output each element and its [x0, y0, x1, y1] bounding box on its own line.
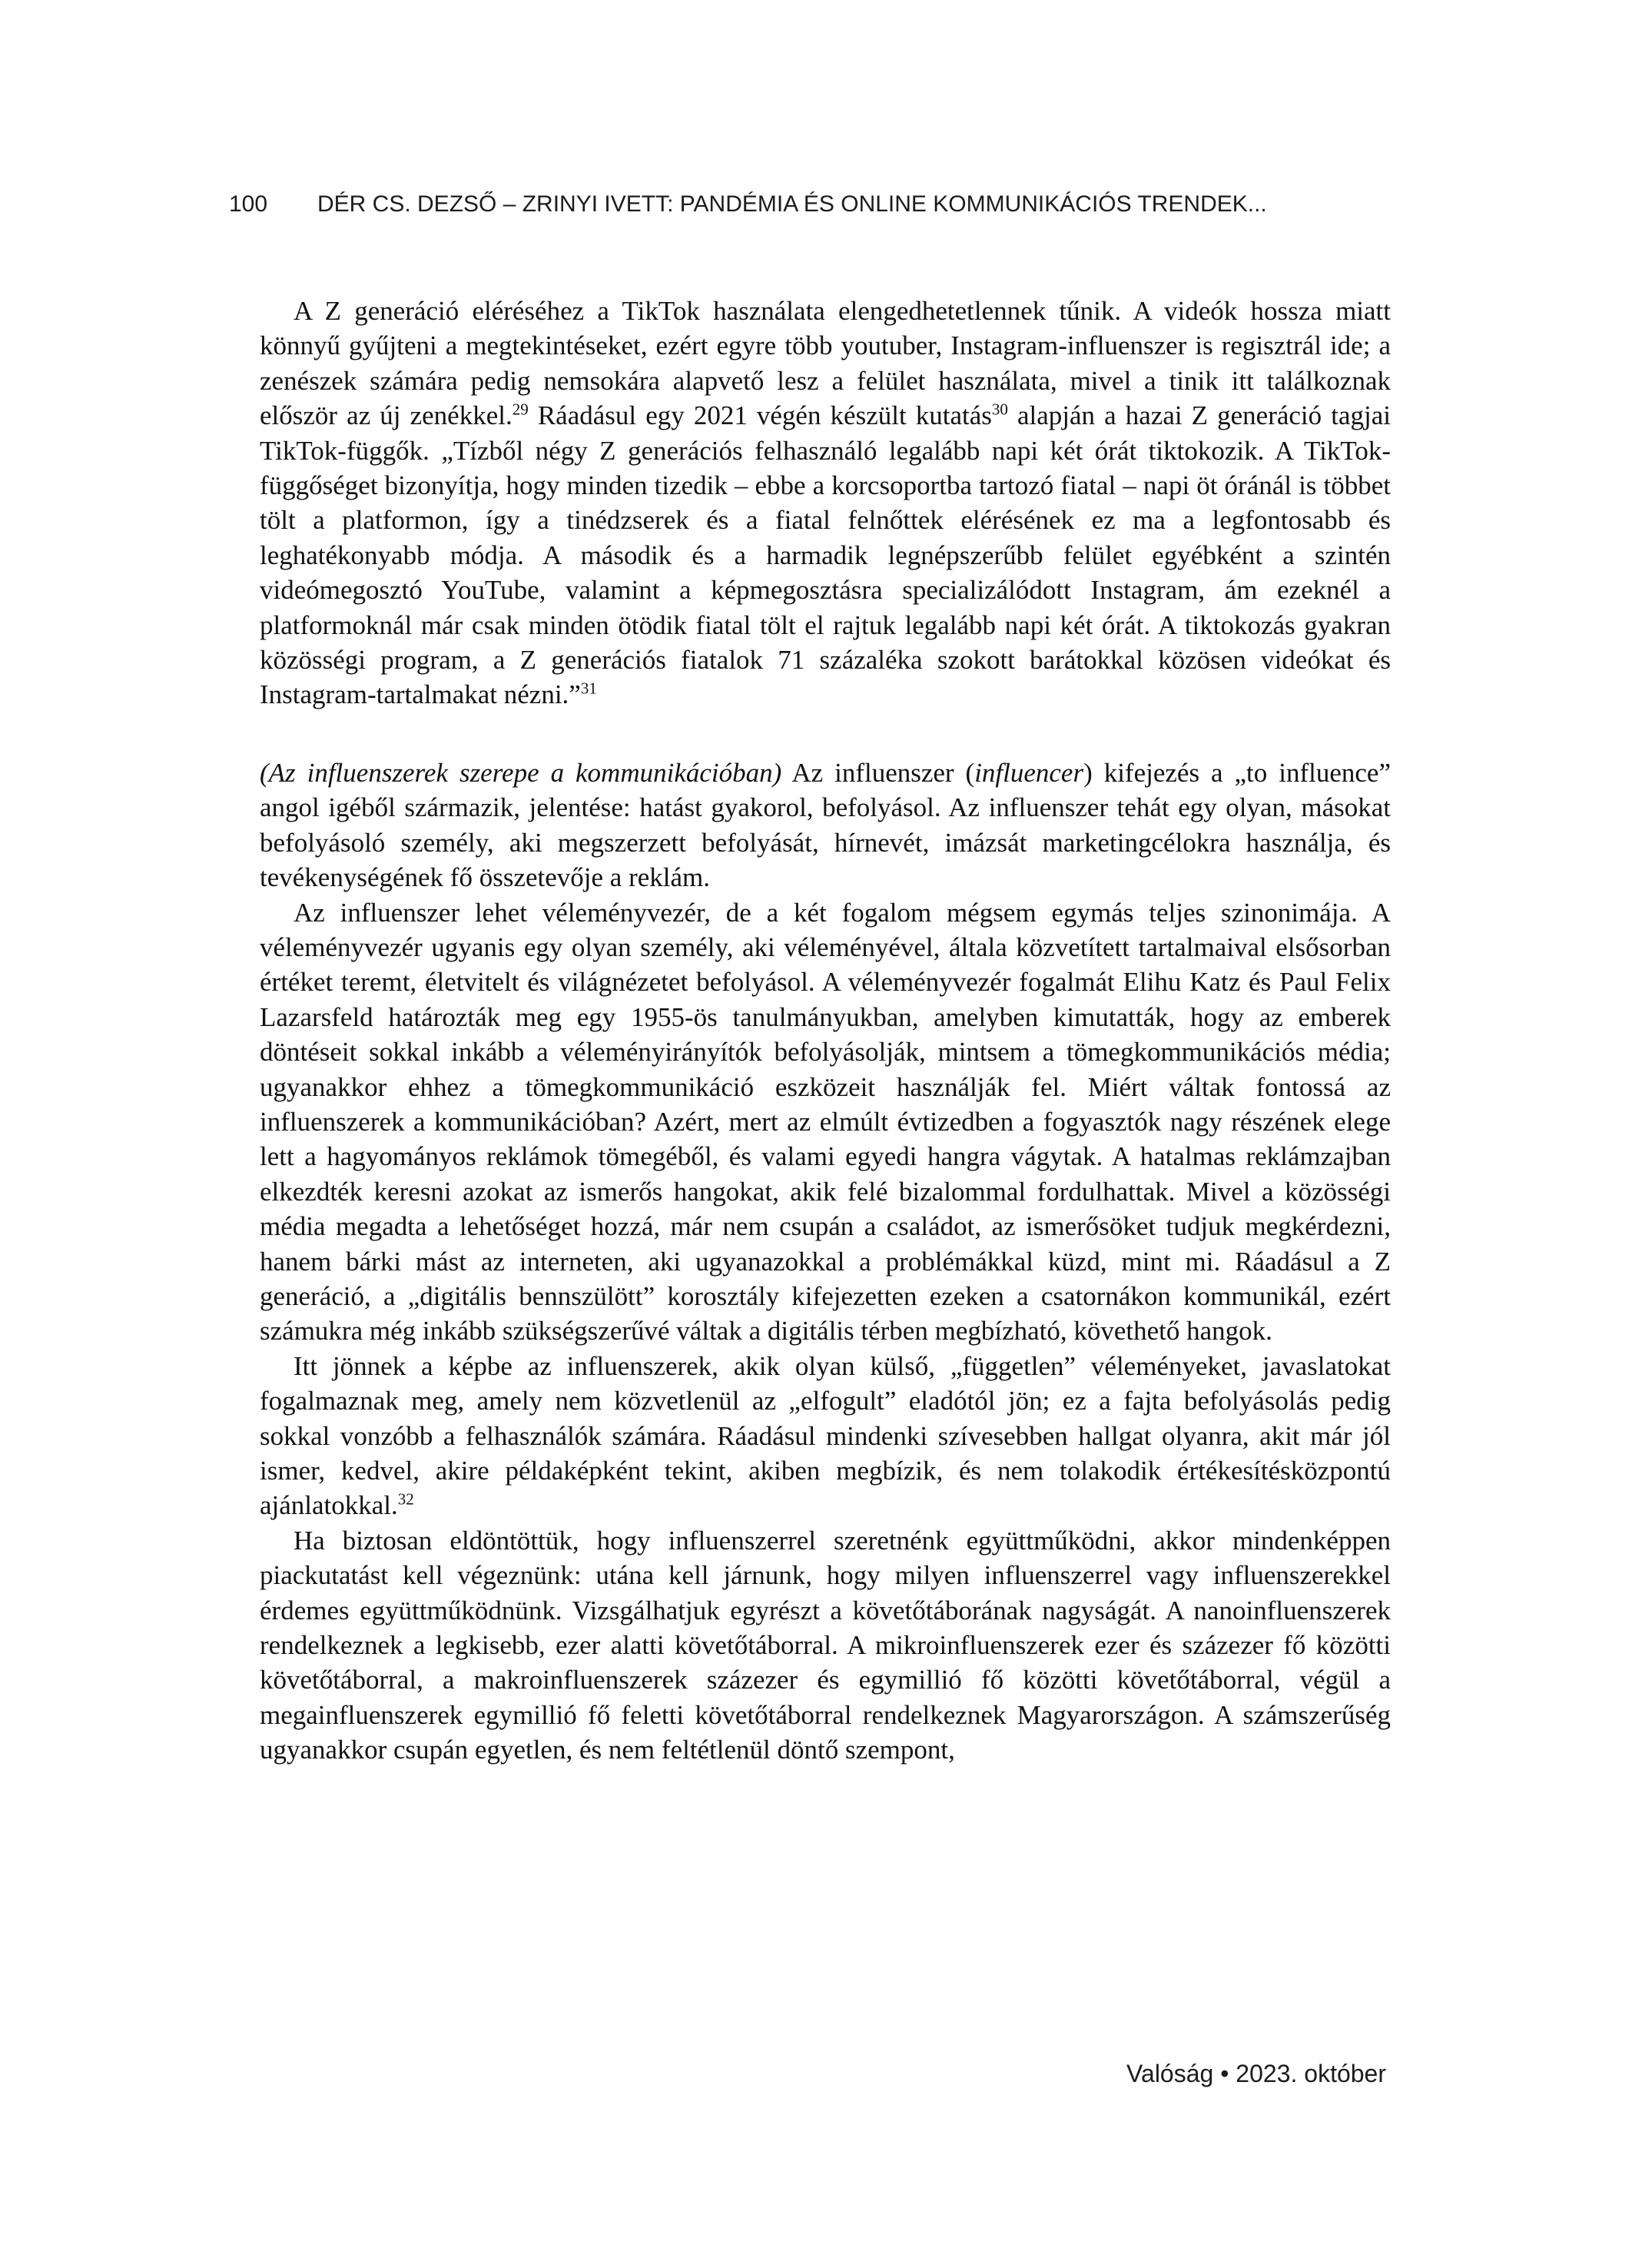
article-body: [260, 294, 1391, 1768]
journal-issue-label: Valóság • 2023. október: [1126, 2060, 1386, 2087]
italic-run: influencer: [974, 757, 1084, 788]
paragraph-p4: [260, 1349, 1391, 1523]
text-run: A Z generáció eléréséhez a TikTok használata elengedhetetlennek tűnik. A videók hossza miatt könnyű gyűjteni a megtekintéseket, ezért egyre több youtuber, Instagram-influenszer is regisztrál ide; a zenészek számára pedig nemsokára alapvető lesz a felület használata, mivel a tinik itt találkoznak először az új zenékkel.: [260, 296, 1391, 431]
paragraph-p1: [260, 294, 1391, 712]
footnote-ref: 30: [991, 400, 1008, 419]
paragraph-p2: [260, 755, 1391, 895]
text-run: alapján a hazai Z generáció tagjai TikTok-függők. „Tízből négy Z generációs felhasználó legalább napi két órát tiktokozik. A TikTok-függőséget bizonyítja, hogy minden tizedik – ebbe a korcsoportba tartozó fiatal – napi öt óránál is többet tölt a platformon, így a tinédzserek és a fiatal felnőttek elérésének ez ma a legfontosabb és leghatékonyabb módja. A második és a harmadik legnépszerűbb felület egyébként a szintén videómegosztó YouTube, valamint a képmegosztásra specializálódott Instagram, ám ezeknél a platformoknál már csak minden ötödik fiatal tölt el rajtuk legalább napi két órát. A tiktokozás gyakran közösségi program, a Z generációs fiatalok 71 százaléka szokott barátokkal közösen videókat és Instagram-tartalmakat nézni.”: [260, 400, 1391, 710]
text-run: Itt jönnek a képbe az influenszerek, akik olyan külső, „független” véleményeket, javaslatokat fogalmaznak meg, amely nem közvetlenül az „elfogult” eladótól jön; ez a fajta befolyásolás pedig sokkal vonzóbb a felhasználók számára. Ráadásul mindenki szívesebben hallgat olyanra, akit már jól ismer, kedvel, akire példaképként tekint, akiben megbízik, és nem tolakodik értékesítésközpontú ajánlatokkal.: [260, 1350, 1391, 1521]
paragraph-p3: [260, 895, 1391, 1349]
text-run: Ha biztosan eldöntöttük, hogy influenszerrel szeretnénk együttműködni, akkor mindenképpen piackutatást kell végeznünk: utána kell járnunk, hogy milyen influenszerrel vagy influenszerekkel érdemes együttműködnünk. Vizsgálhatjuk egyrészt a követőtáborának nagyságát. A nanoinfluenszerek rendelkeznek a legkisebb, ezer alatti követőtáborral. A mikroinfluenszerek ezer és százezer fő közötti követőtáborral, a makroinfluenszerek százezer és egymillió fő közötti követőtáborral, végül a megainfluenszerek egymillió fő feletti követőtáborral rendelkeznek Magyarországon. A számszerűség ugyanakkor csupán egyetlen, és nem feltétlenül döntő szempont,: [260, 1525, 1391, 1765]
page-header: [229, 191, 1428, 218]
footnote-ref: 29: [512, 400, 529, 419]
paragraph-p5: [260, 1523, 1391, 1768]
page-number: 100: [229, 191, 268, 217]
footnote-ref: 32: [397, 1489, 414, 1509]
text-run: Az influenszer lehet véleményvezér, de a két fogalom mégsem egymás teljes szinonimája. A véleményvezér ugyanis egy olyan személy, aki véleményével, általa közvetített tartalmaival elsősorban értéket teremt, életvitelt és világnézetet befolyásol. A véleményvezér fogalmát Elihu Katz és Paul Felix Lazarsfeld határozták meg egy 1955-ös tanulmányukban, amelyben kimutatták, hogy az emberek döntéseit sokkal inkább a véleményirányítók befolyásolják, mintsem a tömegkommunikációs média; ugyanakkor ehhez a tömegkommunikáció eszközeit használják fel. Miért váltak fontossá az influenszerek a kommunikációban? Azért, mert az elmúlt évtizedben a fogyasztók nagy részének elege lett a hagyományos reklámok tömegéből, és valami egyedi hangra vágytak. A hatalmas reklámzajban elkezdték keresni azokat az ismerős hangokat, akik felé bizalommal fordulhattak. Mivel a közösségi média megadta a lehetőséget hozzá, már nem csupán a családot, az ismerősöket tudjuk megkérdezni, hanem bárki mást az interneten, aki ugyanazokkal a problémákkal küzd, mint mi. Ráadásul a Z generáció, a „digitális bennszülött” korosztály kifejezetten ezeken a csatornákon kommunikál, ezért számukra még inkább szükségszerűvé váltak a digitális térben megbízható, követhető hangok.: [260, 897, 1391, 1347]
running-title: DÉR CS. DEZSŐ – ZRINYI IVETT: PANDÉMIA ÉS ONLINE KOMMUNIKÁCIÓS TRENDEK...: [317, 191, 1267, 217]
text-run: Az influenszer (: [781, 757, 975, 788]
text-run: ) kifejezés a „to influence” angol igéből származik, jelentése: hatást gyakorol, befolyásol. Az influenszer tehát egy olyan, másokat befolyásoló személy, aki megszerzett befolyását, hírnevét, imázsát marketingcélokra használja, és tevékenységének fő összetevője a reklám.: [260, 757, 1391, 893]
page-footer: [1126, 2060, 1386, 2087]
footnote-ref: 31: [580, 679, 597, 698]
italic-run: (Az influenszerek szerepe a kommunikációban): [260, 757, 782, 788]
text-run: Ráadásul egy 2021 végén készült kutatás: [528, 400, 992, 431]
